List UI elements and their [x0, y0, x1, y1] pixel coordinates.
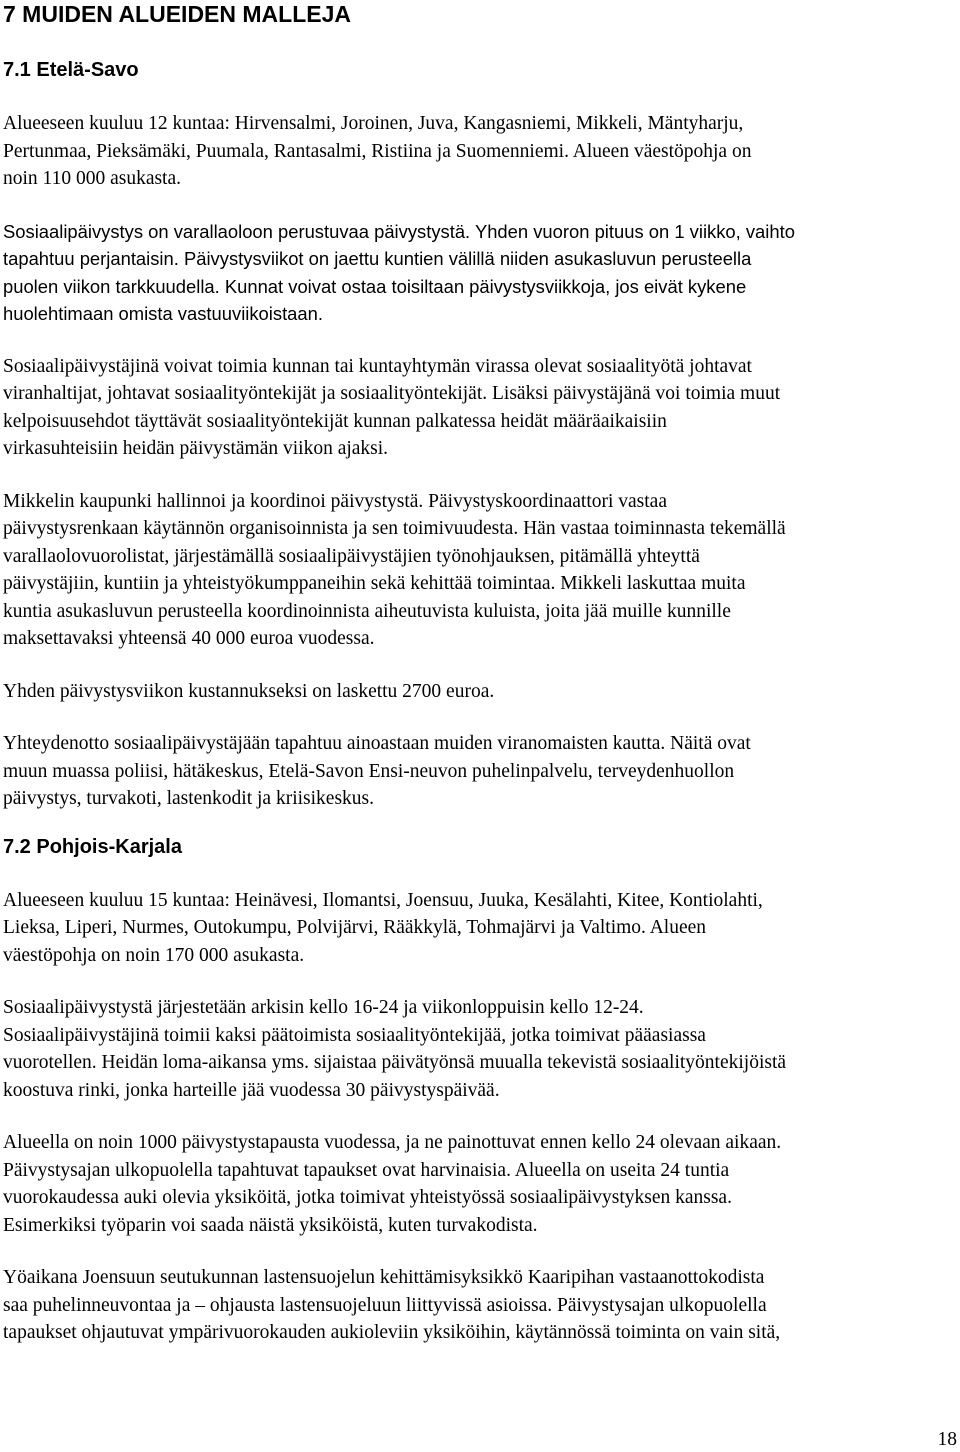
paragraph	[3, 353, 958, 463]
text-line: Sosiaalipäivystystä järjestetään arkisin kello 16-24 ja viikonloppuisin kello 12-24.	[3, 997, 644, 1018]
text-line: Alueella on noin 1000 päivystystapausta vuodessa, ja ne painottuvat ennen kello 24 olevaan aikaan.	[3, 1132, 782, 1153]
paragraph	[3, 110, 958, 193]
text-line: Mikkelin kaupunki hallinnoi ja koordinoi päivystystä. Päivystyskoordinaattori vastaa	[3, 490, 667, 512]
text-line: Alueeseen kuuluu 12 kuntaa: Hirvensalmi, Joroinen, Juva, Kangasniemi, Mikkeli, Mäntyharju,	[3, 113, 744, 134]
text-line: Sosiaalipäivystäjinä toimii kaksi päätoimista sosiaalityöntekijää, jotka toimivat pääasiassa	[3, 1024, 706, 1046]
text-line: vuorokaudessa auki olevia yksiköitä, jotka toimivat yhteistyössä sosiaalipäivystyksen kanssa.	[3, 1187, 732, 1208]
paragraph	[3, 1264, 958, 1347]
text-line: maksettavaksi yhteensä 40 000 euroa vuodessa.	[3, 628, 375, 649]
section-title-pohjois-karjala: 7.2 Pohjois-Karjala	[3, 835, 182, 858]
text-line: koostuva rinki, jonka harteille jää vuodessa 30 päivystyspäivää.	[3, 1079, 500, 1101]
paragraph	[3, 1129, 958, 1239]
text-line: päivystys, turvakoti, lastenkodit ja kriisikeskus.	[3, 788, 375, 809]
paragraph	[3, 887, 958, 970]
text-line: noin 110 000 asukasta.	[3, 168, 182, 189]
text-line: vuorotellen. Heidän loma-aikansa yms. sijaistaa päivätyönsä muualla tekevistä sosiaalityöntekijöistä	[3, 1052, 787, 1073]
text-line: väestöpohja on noin 170 000 asukasta.	[3, 944, 305, 966]
text-line: varallaolovuorolistat, järjestämällä sosiaalipäivystäjien työnohjauksen, pitämällä yhteyttä	[3, 545, 700, 567]
text-line: tapahtuu perjantaisin. Päivystysviikot on jaettu kuntien välillä niiden asukasluvun perusteella	[3, 248, 752, 269]
text-line: Yöaikana Joensuun seutukunnan lastensuojelun kehittämisyksikkö Kaaripihan vastaanottokodista	[3, 1267, 765, 1288]
text-line: huolehtimaan omista vastuuviikoistaan.	[3, 303, 323, 324]
paragraph	[3, 678, 958, 706]
text-line: Lieksa, Liperi, Nurmes, Outokumpu, Polvijärvi, Rääkkylä, Tohmajärvi ja Valtimo. Alueen	[3, 917, 707, 938]
text-line: Yhden päivystysviikon kustannukseksi on laskettu 2700 euroa.	[3, 680, 495, 702]
text-line: puolen viikon tarkkuudella. Kunnat voivat ostaa toisiltaan päivystysviikkoja, jos eivät kykene	[3, 275, 747, 297]
text-line: Pertunmaa, Pieksämäki, Puumala, Rantasalmi, Ristiina ja Suomenniemi. Alueen väestöpohja on	[3, 140, 752, 162]
text-line: muun muassa poliisi, hätäkeskus, Etelä-Savon Ensi-neuvon puhelinpalvelu, terveydenhuollon	[3, 760, 735, 782]
text-line: Päivystysajan ulkopuolella tapahtuvat tapaukset ovat harvinaisia. Alueella on useita 24 tuntia	[3, 1159, 730, 1181]
text-line: kuntia asukasluvun perusteella koordinoinnista aiheutuvista kuluista, joita jää muille kunnille	[3, 600, 731, 622]
text-line: Sosiaalipäivystys on varallaoloon perustuvaa päivystystä. Yhden vuoron pituus on 1 viikko, vaihto	[3, 220, 795, 242]
text-line: Yhteydenotto sosiaalipäivystäjään tapahtuu ainoastaan muiden viranomaisten kautta. Näitä ovat	[3, 733, 751, 754]
text-line: kelpoisuusehdot täyttävät sosiaalityöntekijät kunnan palkatessa heidät määräaikaisiin	[3, 410, 667, 432]
chapter-heading: 7 MUIDEN ALUEIDEN MALLEJA	[3, 1, 351, 27]
document-page	[3, 0, 958, 1347]
text-line: virkasuhteisiin heidän päivystämän viikon ajaksi.	[3, 438, 389, 459]
page-number: 18	[937, 1429, 957, 1450]
section-title-etela-savo: 7.1 Etelä-Savo	[3, 59, 139, 81]
text-line: päivystäjiin, kuntiin ja yhteistyökumppaneihin sekä kehittää toimintaa. Mikkeli laskuttaa muita	[3, 573, 746, 594]
text-line: viranhaltijat, johtavat sosiaalityöntekijät ja sosiaalityöntekijät. Lisäksi päivystäjänä voi toimia muut	[3, 383, 781, 404]
text-line: saa puhelinneuvontaa ja – ohjausta lastensuojeluun liittyvissä asioissa. Päivystysajan ulkopuolella	[3, 1294, 767, 1316]
paragraph	[3, 218, 958, 328]
paragraph	[3, 730, 958, 813]
paragraph	[3, 488, 958, 653]
text-line: Esimerkiksi työparin voi saada näistä yksiköistä, kuten turvakodista.	[3, 1214, 538, 1236]
paragraph	[3, 994, 958, 1104]
text-line: Alueeseen kuuluu 15 kuntaa: Heinävesi, Ilomantsi, Joensuu, Juuka, Kesälahti, Kitee, Kontiolahti,	[3, 889, 763, 911]
text-line: tapaukset ohjautuvat ympärivuorokauden aukioleviin yksiköihin, käytännössä toiminta on vain sitä,	[3, 1322, 781, 1343]
text-line: päivystysrenkaan käytännön organisoinnista ja sen toimivuudesta. Hän vastaa toiminnasta tekemällä	[3, 518, 786, 539]
text-line: Sosiaalipäivystäjinä voivat toimia kunnan tai kuntayhtymän virassa olevat sosiaalityötä johtavat	[3, 355, 752, 377]
